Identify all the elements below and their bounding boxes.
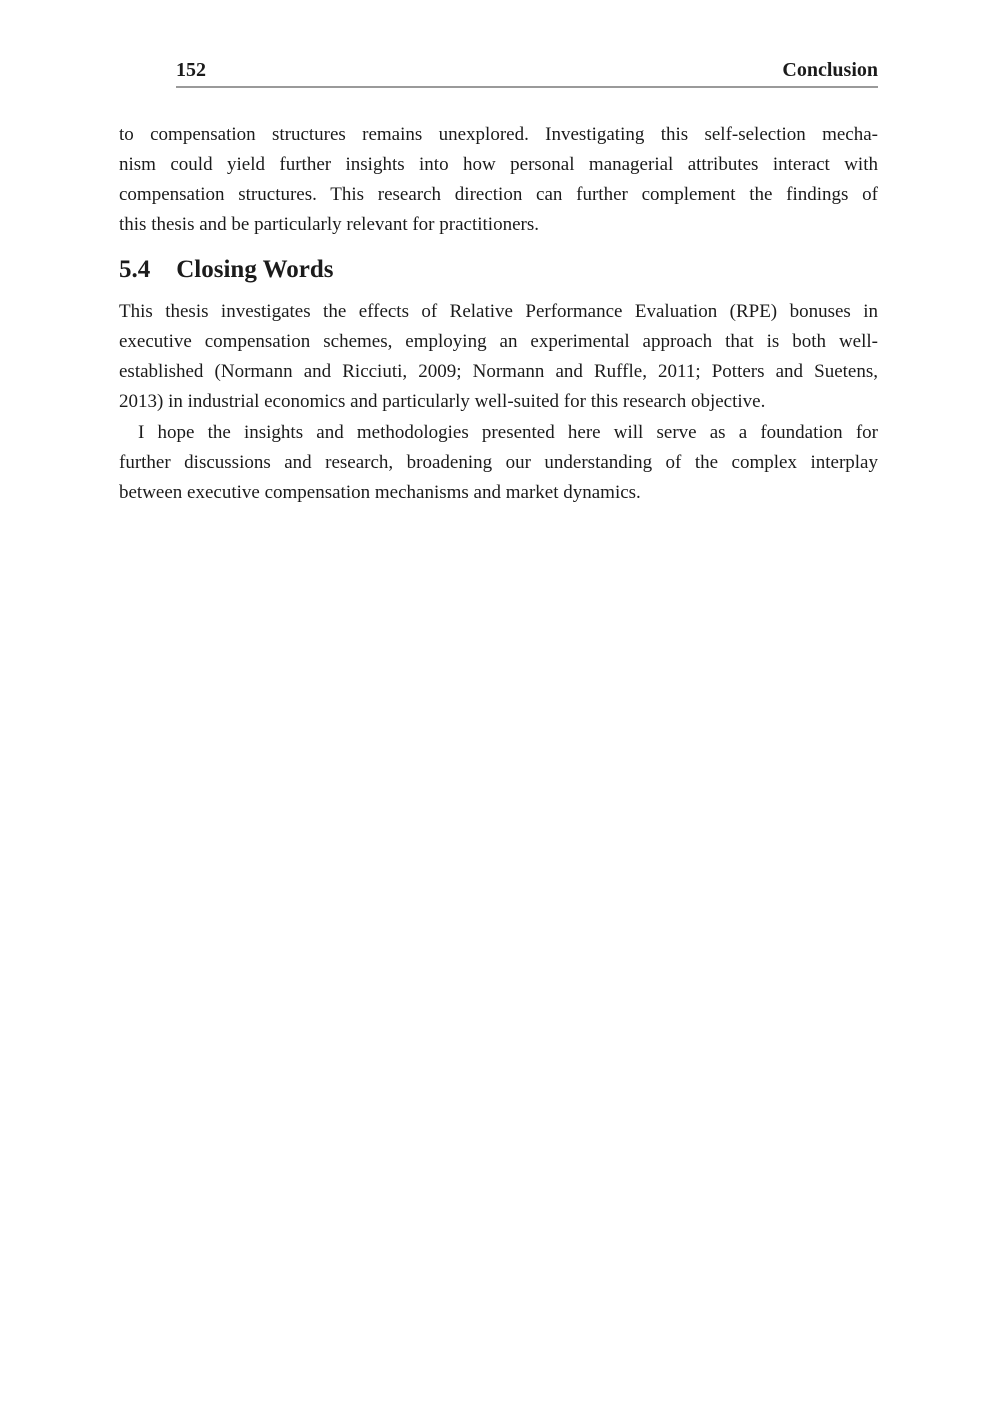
section-title: Closing Words <box>176 256 334 283</box>
text-line: between executive compensation mechanisms and market dynamics. <box>119 482 641 503</box>
paragraph-continuation <box>119 120 878 240</box>
text-line: I hope the insights and methodologies presented here will serve as a foundation for <box>138 422 878 443</box>
text-line: nism could yield further insights into how personal managerial attributes interact with <box>119 154 878 175</box>
text-line: compensation structures. This research direction can further complement the findings of <box>119 184 878 205</box>
text-line: This thesis investigates the effects of Relative Performance Evaluation (RPE) bonuses in <box>119 301 878 322</box>
text-line: this thesis and be particularly relevant for practitioners. <box>119 214 539 235</box>
paragraph-closing-words-1 <box>119 297 878 417</box>
paragraph-closing-words-2 <box>119 418 878 508</box>
text-line: executive compensation schemes, employing an experimental approach that is both well- <box>119 331 878 352</box>
text-line: to compensation structures remains unexplored. Investigating this self-selection mecha- <box>119 124 878 145</box>
text-line: further discussions and research, broadening our understanding of the complex interplay <box>119 452 878 473</box>
text-line: established (Normann and Ricciuti, 2009; Normann and Ruffle, 2011; Potters and Suetens, <box>119 361 878 382</box>
text-line: 2013) in industrial economics and particularly well-suited for this research objective. <box>119 391 766 412</box>
page-number: 152 <box>176 59 206 81</box>
section-heading <box>119 253 878 287</box>
running-header <box>176 58 878 88</box>
section-number: 5.4 <box>119 256 151 283</box>
chapter-title: Conclusion <box>782 59 878 81</box>
